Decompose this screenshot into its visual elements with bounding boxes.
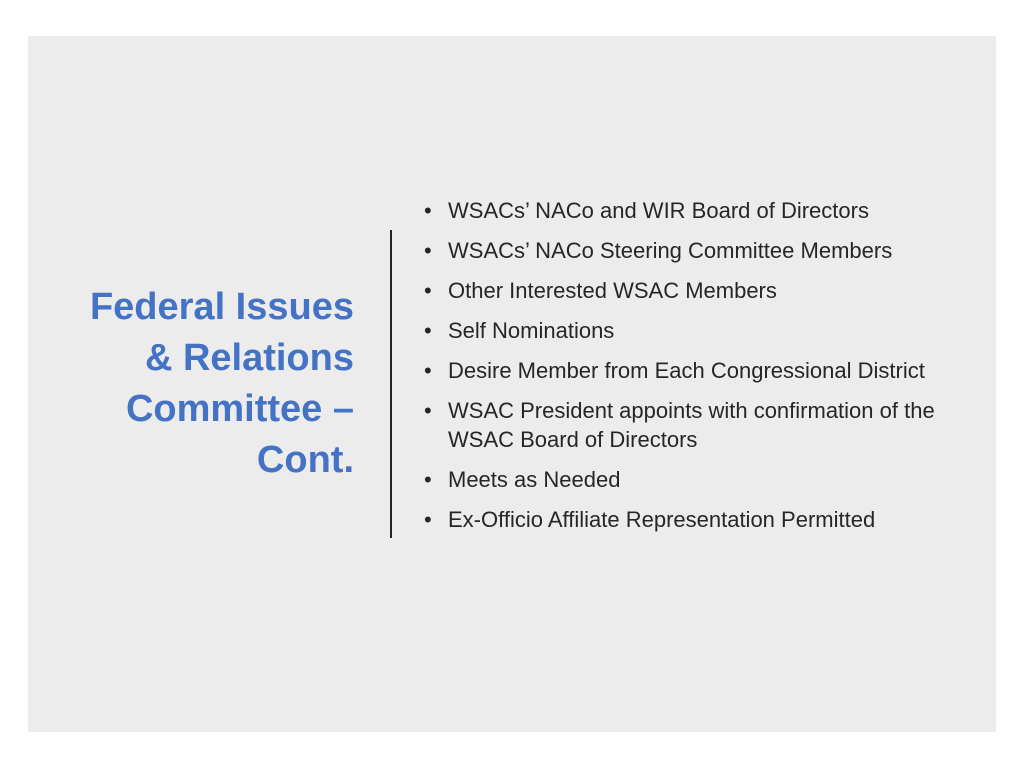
bullet-icon: • — [424, 507, 432, 532]
bullet-text: WSACs’ NACo Steering Committee Members — [448, 238, 893, 263]
bullet-item — [424, 396, 964, 454]
bullet-text: WSACs’ NACo and WIR Board of Directors — [448, 198, 869, 223]
title-line: Federal Issues — [89, 286, 354, 328]
bullet-icon: • — [424, 198, 432, 223]
bullet-text: WSAC President appoints with confirmation of the WSAC Board of Directors — [448, 398, 935, 452]
bullet-text: Ex-Officio Affiliate Representation Permitted — [448, 507, 876, 532]
vertical-divider — [390, 230, 392, 538]
title-line: & Relations — [144, 337, 354, 379]
bullet-icon: • — [424, 278, 432, 303]
bullet-icon: • — [424, 467, 432, 492]
bullet-text: Meets as Needed — [448, 467, 621, 492]
bullet-icon: • — [424, 238, 432, 263]
bullet-item — [424, 505, 964, 534]
bullet-item — [424, 465, 964, 494]
bullet-icon: • — [424, 398, 432, 423]
bullet-item — [424, 196, 964, 225]
bullet-icon: • — [424, 358, 432, 383]
bullet-item — [424, 236, 964, 265]
slide — [28, 36, 996, 732]
bullet-text: Other Interested WSAC Members — [448, 278, 777, 303]
title-line: Cont. — [256, 439, 354, 481]
slide-title — [68, 282, 354, 486]
bullet-icon: • — [424, 318, 432, 343]
bullet-text: Self Nominations — [448, 318, 615, 343]
bullet-item — [424, 316, 964, 345]
bullet-text: Desire Member from Each Congressional District — [448, 358, 925, 383]
bullet-list — [424, 196, 964, 545]
bullet-item — [424, 356, 964, 385]
title-line: Committee – — [125, 388, 354, 430]
bullet-item — [424, 276, 964, 305]
